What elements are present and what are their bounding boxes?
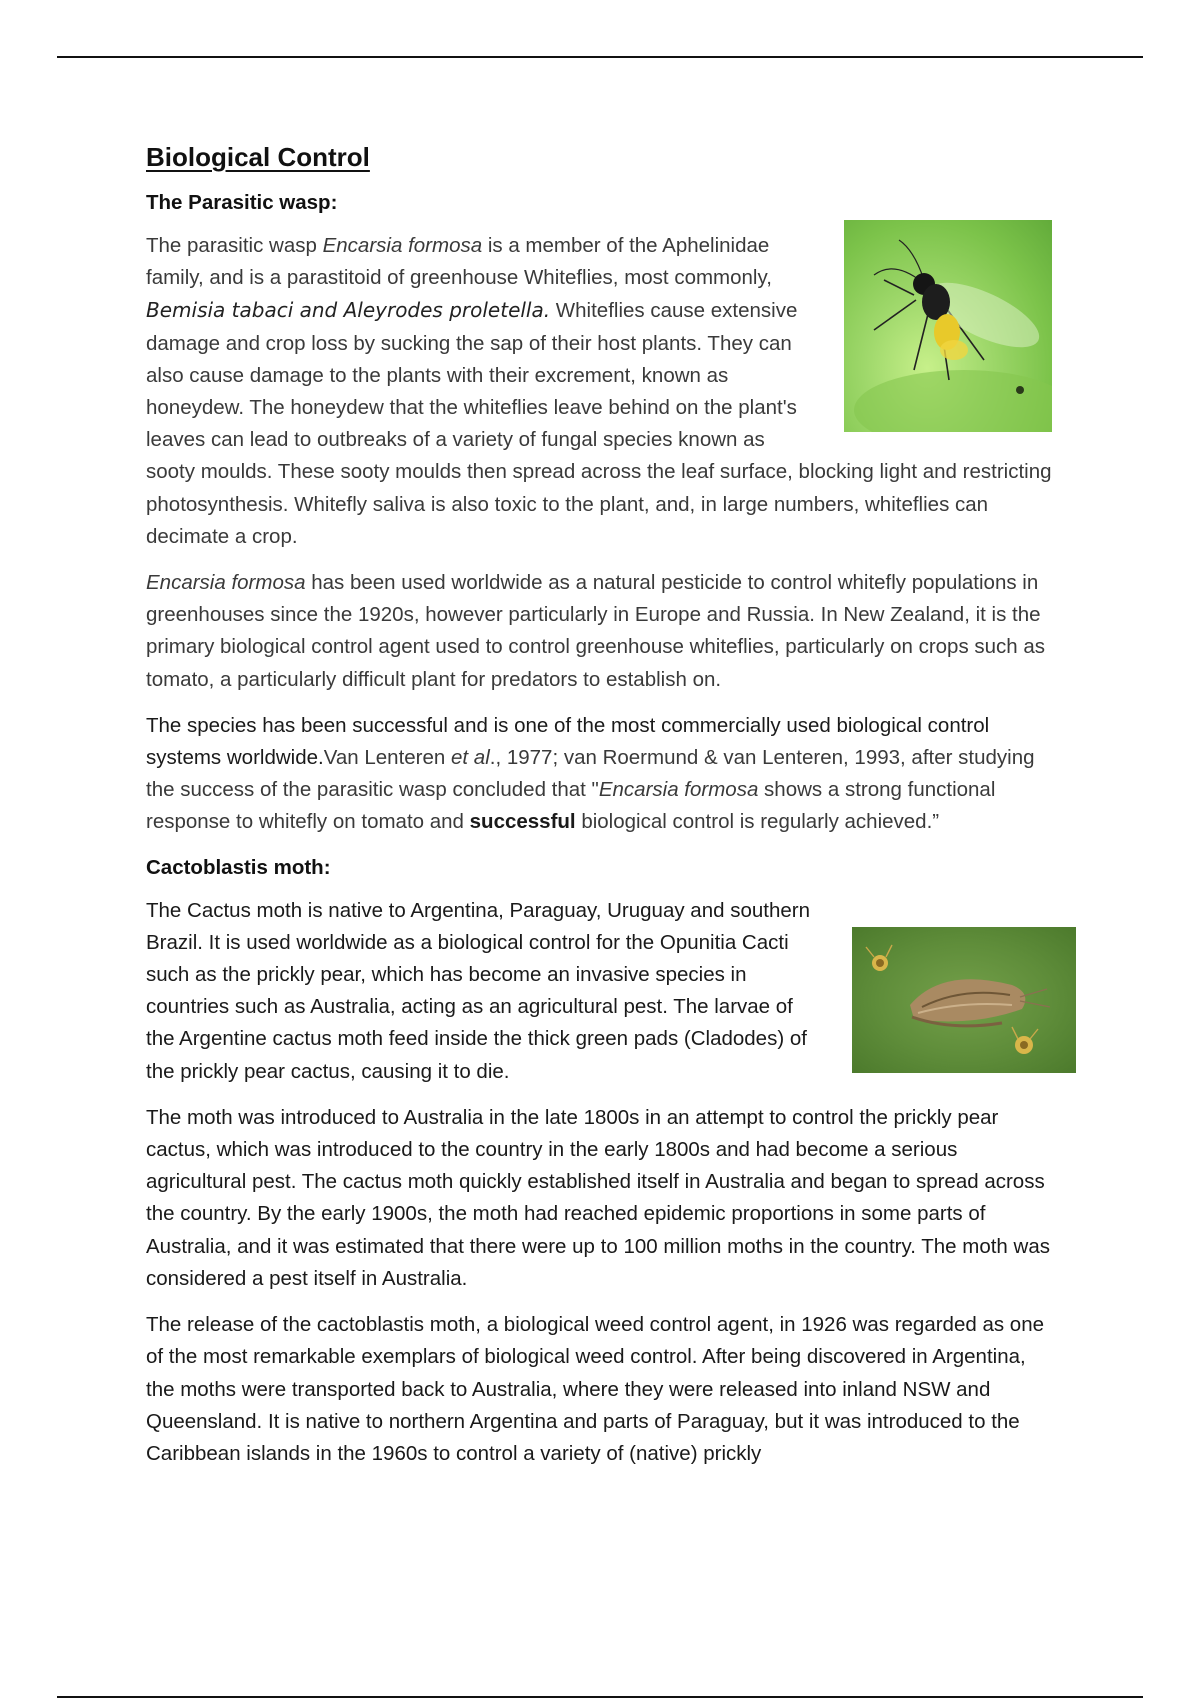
page-title: Biological Control: [146, 142, 370, 172]
pest-species-names: Bemisia tabaci and Aleyrodes proletella.: [146, 298, 551, 323]
wasp-photo: [844, 220, 1052, 432]
species-name: Encarsia formosa: [146, 571, 306, 595]
moth-paragraph-2: The moth was introduced to Australia in the late 1800s in an attempt to control the prickly pear cactus, which was introduced to the country in the early 1800s and had become a serious agricultural pest. The cactus moth quickly established itself in Australia and began to spread across the country. By the early 1900s, the moth had reached epidemic proportions in some parts of Australia, and it was estimated that there were up to 100 million moths in the country. The moth was considered a pest itself in Australia.: [146, 1105, 1050, 1290]
species-name: Encarsia formosa: [598, 778, 759, 802]
wasp-paragraph-3: The species has been successful and is one of the most commercially used biological control systems worldwide.Van Lenteren et al., 1977; van Roermund & van Lenteren, 1993, after studying the success of the parasitic wasp concluded that "Encarsia formosa shows a strong functional response to whitefly on tomato and successful biological control is regularly achieved.”: [146, 713, 1035, 834]
wasp-paragraph-1: The parasitic wasp Encarsia formosa is a member of the Aphelinidae family, and is a parastitoid of greenhouse Whiteflies, most commonly, Bemisia tabaci and Aleyrodes proletella. Whiteflies cause extensive damage and crop loss by sucking the sap of their host plants. They can also cause damage to the plants with their excrement, known as honeydew. The honeydew that the whiteflies leave behind on the plant's leaves can lead to outbreaks of a variety of fungal species known as sooty moulds. These sooty moulds then spread across the leaf surface, blocking light and restricting photosynthesis. Whitefly saliva is also toxic to the plant, and, in large numbers, whiteflies can decimate a crop.: [146, 234, 1052, 548]
top-rule: [57, 56, 1143, 58]
wasp-paragraph-2: Encarsia formosa has been used worldwide as a natural pesticide to control whitefly populations in greenhouses since the 1920s, however particularly in Europe and Russia. In New Zealand, it is the primary biological control agent used to control greenhouse whiteflies, particularly on crops such as tomato, a particularly difficult plant for predators to establish on.: [146, 571, 1046, 691]
species-name: Encarsia formosa: [322, 234, 483, 257]
moth-photo: [852, 927, 1076, 1073]
moth-paragraph-1: The Cactus moth is native to Argentina, Paraguay, Uruguay and southern Brazil. It is used worldwide as a biological control for the Opunitia Cacti such as the prickly pear, which has become an invasive species in countries such as Australia, acting as an agricultural pest. The larvae of the Argentine cactus moth feed inside the thick green pads (Cladodes) of the prickly pear cactus, causing it to die.: [146, 895, 1052, 1088]
section-heading-wasp: The Parasitic wasp:: [146, 191, 338, 214]
section-heading-moth: Cactoblastis moth:: [146, 855, 331, 879]
moth-paragraph-3: The release of the cactoblastis moth, a biological weed control agent, in 1926 was regarded as one of the most remarkable exemplars of biological weed control. After being discovered in Argentina, the moths were transported back to Australia, where they were released into inland NSW and Queensland. It is native to northern Argentina and parts of Paraguay, but it was introduced to the Caribbean islands in the 1960s to control a variety of (native) prickly: [146, 1313, 1044, 1465]
document-body: [146, 140, 1052, 1484]
bottom-rule: [57, 1696, 1143, 1698]
